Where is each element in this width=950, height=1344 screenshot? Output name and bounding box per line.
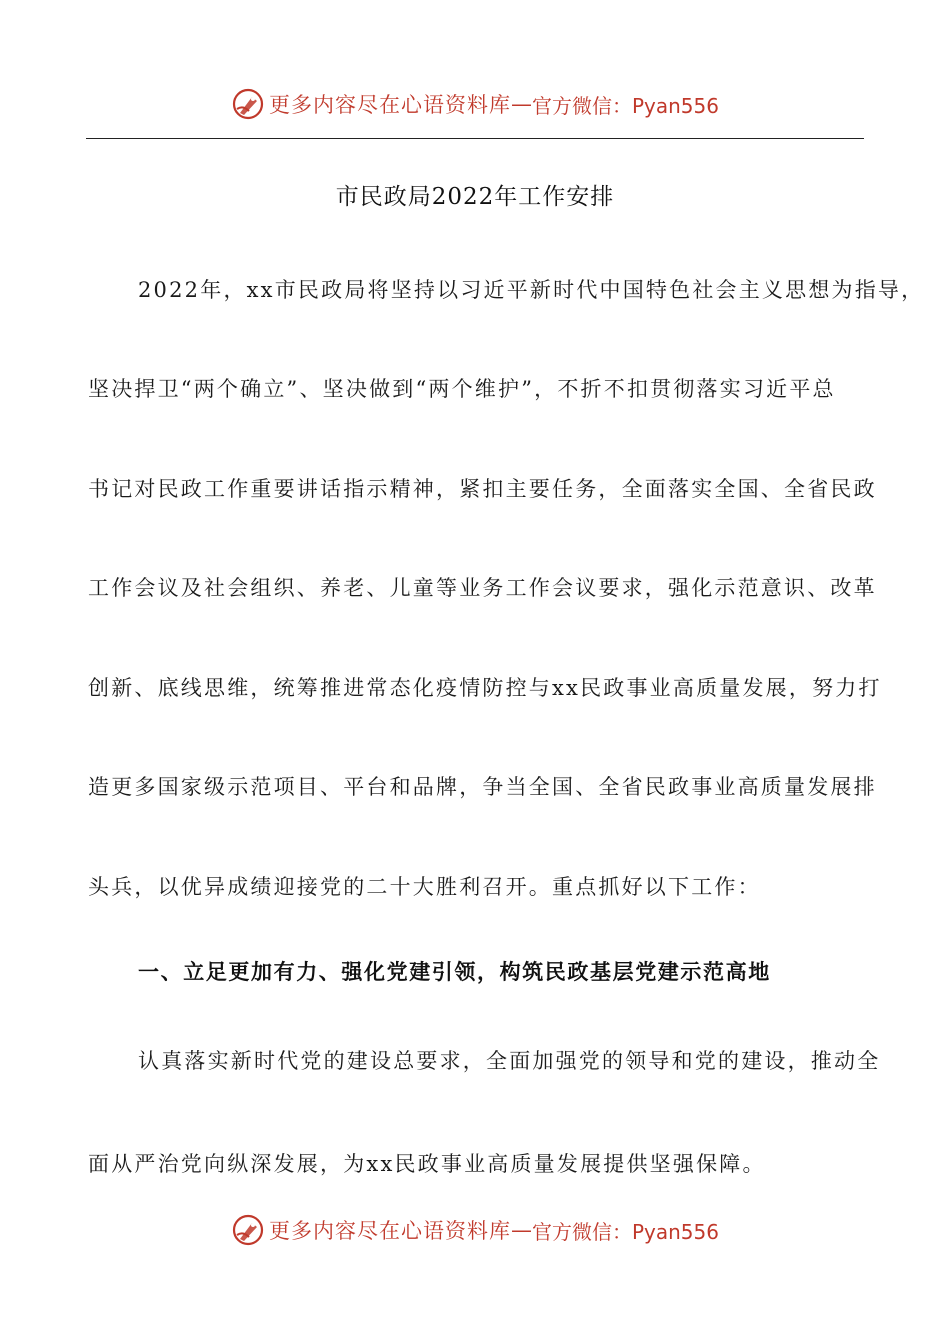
watermark-separator: — bbox=[510, 1218, 532, 1242]
bottom-watermark bbox=[0, 1208, 950, 1252]
document-title: 市民政局2022年工作安排 bbox=[335, 184, 615, 210]
watermark-wechat: 官方微信：Pyan556 bbox=[531, 1219, 719, 1244]
top-watermark bbox=[0, 82, 950, 126]
intro-line: 工作会议及社会组织、养老、儿童等业务工作会议要求，强化示范意识、改革 bbox=[88, 576, 877, 600]
watermark-brand: 更多内容尽在心语资料库 bbox=[268, 93, 511, 117]
intro-line: 造更多国家级示范项目、平台和品牌，争当全国、全省民政事业高质量发展排 bbox=[88, 775, 877, 799]
intro-line: 创新、底线思维，统筹推进常态化疫情防控与xx民政事业高质量发展，努力打 bbox=[88, 676, 882, 700]
watermark-separator: — bbox=[510, 92, 532, 116]
intro-line: 头兵，以优异成绩迎接党的二十大胜利召开。重点抓好以下工作： bbox=[88, 875, 761, 899]
section-line: 面从严治党向纵深发展，为xx民政事业高质量发展提供坚强保障。 bbox=[88, 1152, 766, 1176]
intro-line: 坚决捍卫“两个确立”、坚决做到“两个维护”，不折不扣贯彻落实习近平总 bbox=[88, 377, 836, 401]
watermark-wechat: 官方微信：Pyan556 bbox=[531, 93, 719, 118]
pen-nib-logo-icon bbox=[231, 1213, 265, 1247]
header-divider bbox=[86, 138, 864, 139]
watermark-brand: 更多内容尽在心语资料库 bbox=[268, 1219, 511, 1243]
pen-nib-logo-icon bbox=[231, 87, 265, 121]
section-heading: 一、立足更加有力、强化党建引领，构筑民政基层党建示范高地 bbox=[138, 960, 771, 984]
section-line: 认真落实新时代党的建设总要求，全面加强党的领导和党的建设，推动全 bbox=[138, 1049, 881, 1073]
intro-line: 2022年，xx市民政局将坚持以习近平新时代中国特色社会主义思想为指导， bbox=[138, 278, 925, 302]
intro-line: 书记对民政工作重要讲话指示精神，紧扣主要任务，全面落实全国、全省民政 bbox=[88, 477, 877, 501]
